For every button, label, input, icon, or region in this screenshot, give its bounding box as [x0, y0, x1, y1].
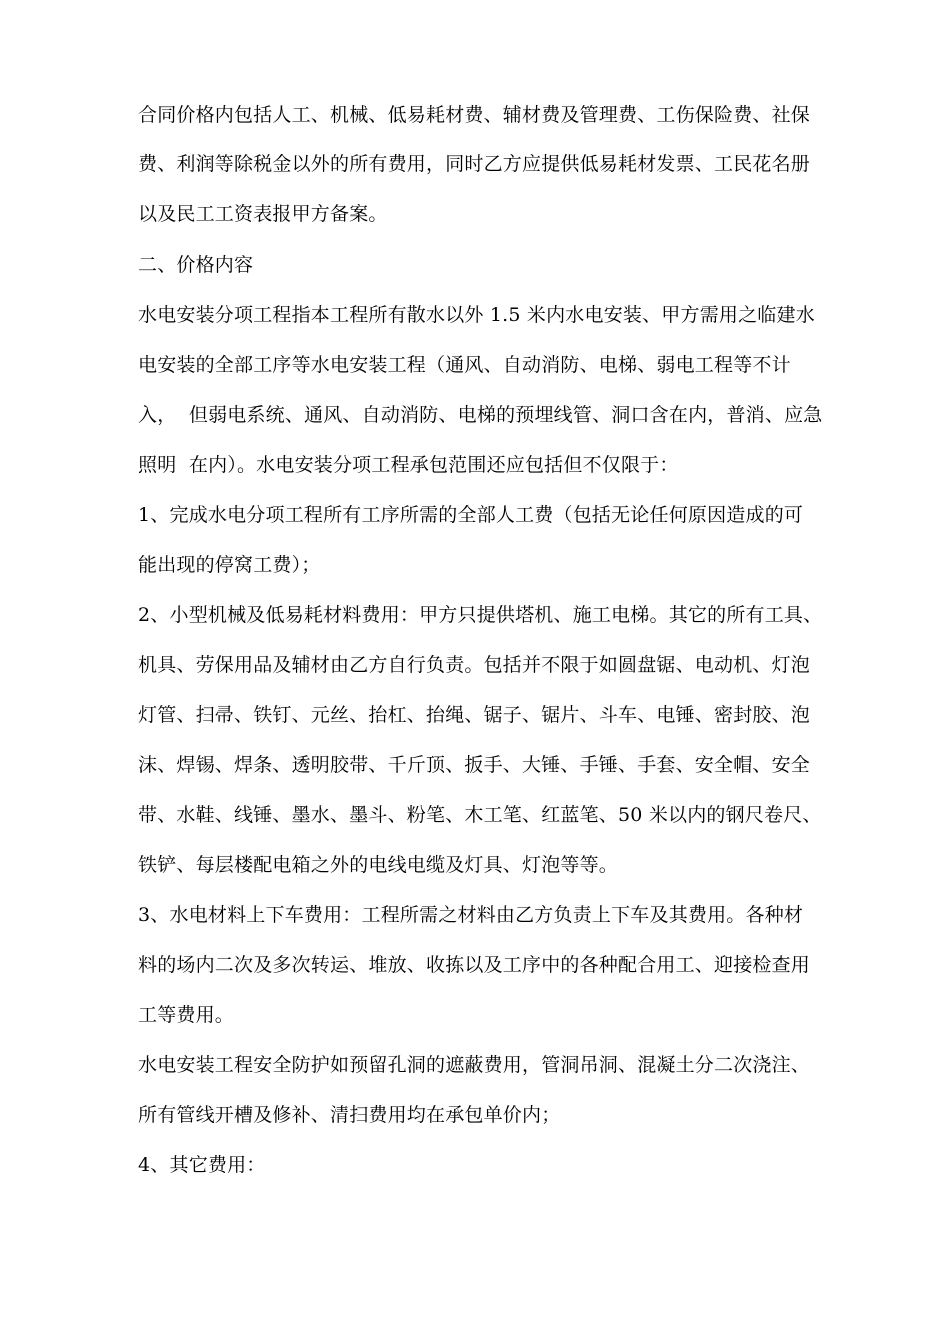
text-line: 灯管、扫帚、铁钉、元丝、抬杠、抬绳、锯子、锯片、斗车、电锤、密封胶、泡: [138, 704, 811, 726]
list-item: 1、完成水电分项工程所有工序所需的全部人工费（包括无论任何原因造成的可: [138, 504, 804, 526]
section-heading: 二、价格内容: [138, 254, 254, 276]
text-line: 机具、劳保用品及辅材由乙方自行负责。包括并不限于如圆盘锯、电动机、灯泡: [138, 654, 811, 676]
text-line: 料的场内二次及多次转运、堆放、收拣以及工序中的各种配合用工、迎接检查用: [138, 954, 811, 976]
text-line: 水电安装分项工程指本工程所有散水以外 1.5 米内水电安装、甲方需用之临建水: [138, 304, 815, 326]
text-line: 水电安装工程安全防护如预留孔洞的遮蔽费用，管洞吊洞、混凝土分二次浇注、: [138, 1054, 811, 1076]
list-item: 2、小型机械及低易耗材料费用：甲方只提供塔机、施工电梯。其它的所有工具、: [138, 604, 823, 626]
text-line: 所有管线开槽及修补、清扫费用均在承包单价内；: [138, 1104, 561, 1126]
text-line: 能出现的停窝工费）；: [138, 554, 321, 576]
text-line: 合同价格内包括人工、机械、低易耗材费、辅材费及管理费、工伤保险费、社保: [138, 104, 811, 126]
text-line: 入， 但弱电系统、通风、自动消防、电梯的预埋线管、洞口含在内，普消、应急: [138, 404, 823, 426]
text-line: 沫、焊锡、焊条、透明胶带、千斤顶、扳手、大锤、手锤、手套、安全帽、安全: [138, 754, 811, 776]
text-line: 铁铲、每层楼配电箱之外的电线电缆及灯具、灯泡等等。: [138, 854, 619, 876]
text-line: 带、水鞋、线锤、墨水、墨斗、粉笔、木工笔、红蓝笔、50 米以内的钢尺卷尺、: [138, 804, 822, 826]
text-line: 电安装的全部工序等水电安装工程（通风、自动消防、电梯、弱电工程等不计: [138, 354, 791, 376]
text-line: 费、利润等除税金以外的所有费用，同时乙方应提供低易耗材发票、工民花名册: [138, 153, 811, 175]
text-line: 照明 在内）。水电安装分项工程承包范围还应包括但不仅限于：: [138, 454, 679, 476]
list-item: 4、其它费用：: [138, 1154, 266, 1176]
text-line: 以及民工工资表报甲方备案。: [138, 203, 388, 225]
text-line: 工等费用。: [138, 1004, 235, 1026]
list-item: 3、水电材料上下车费用：工程所需之材料由乙方负责上下车及其费用。各种材: [138, 904, 804, 926]
